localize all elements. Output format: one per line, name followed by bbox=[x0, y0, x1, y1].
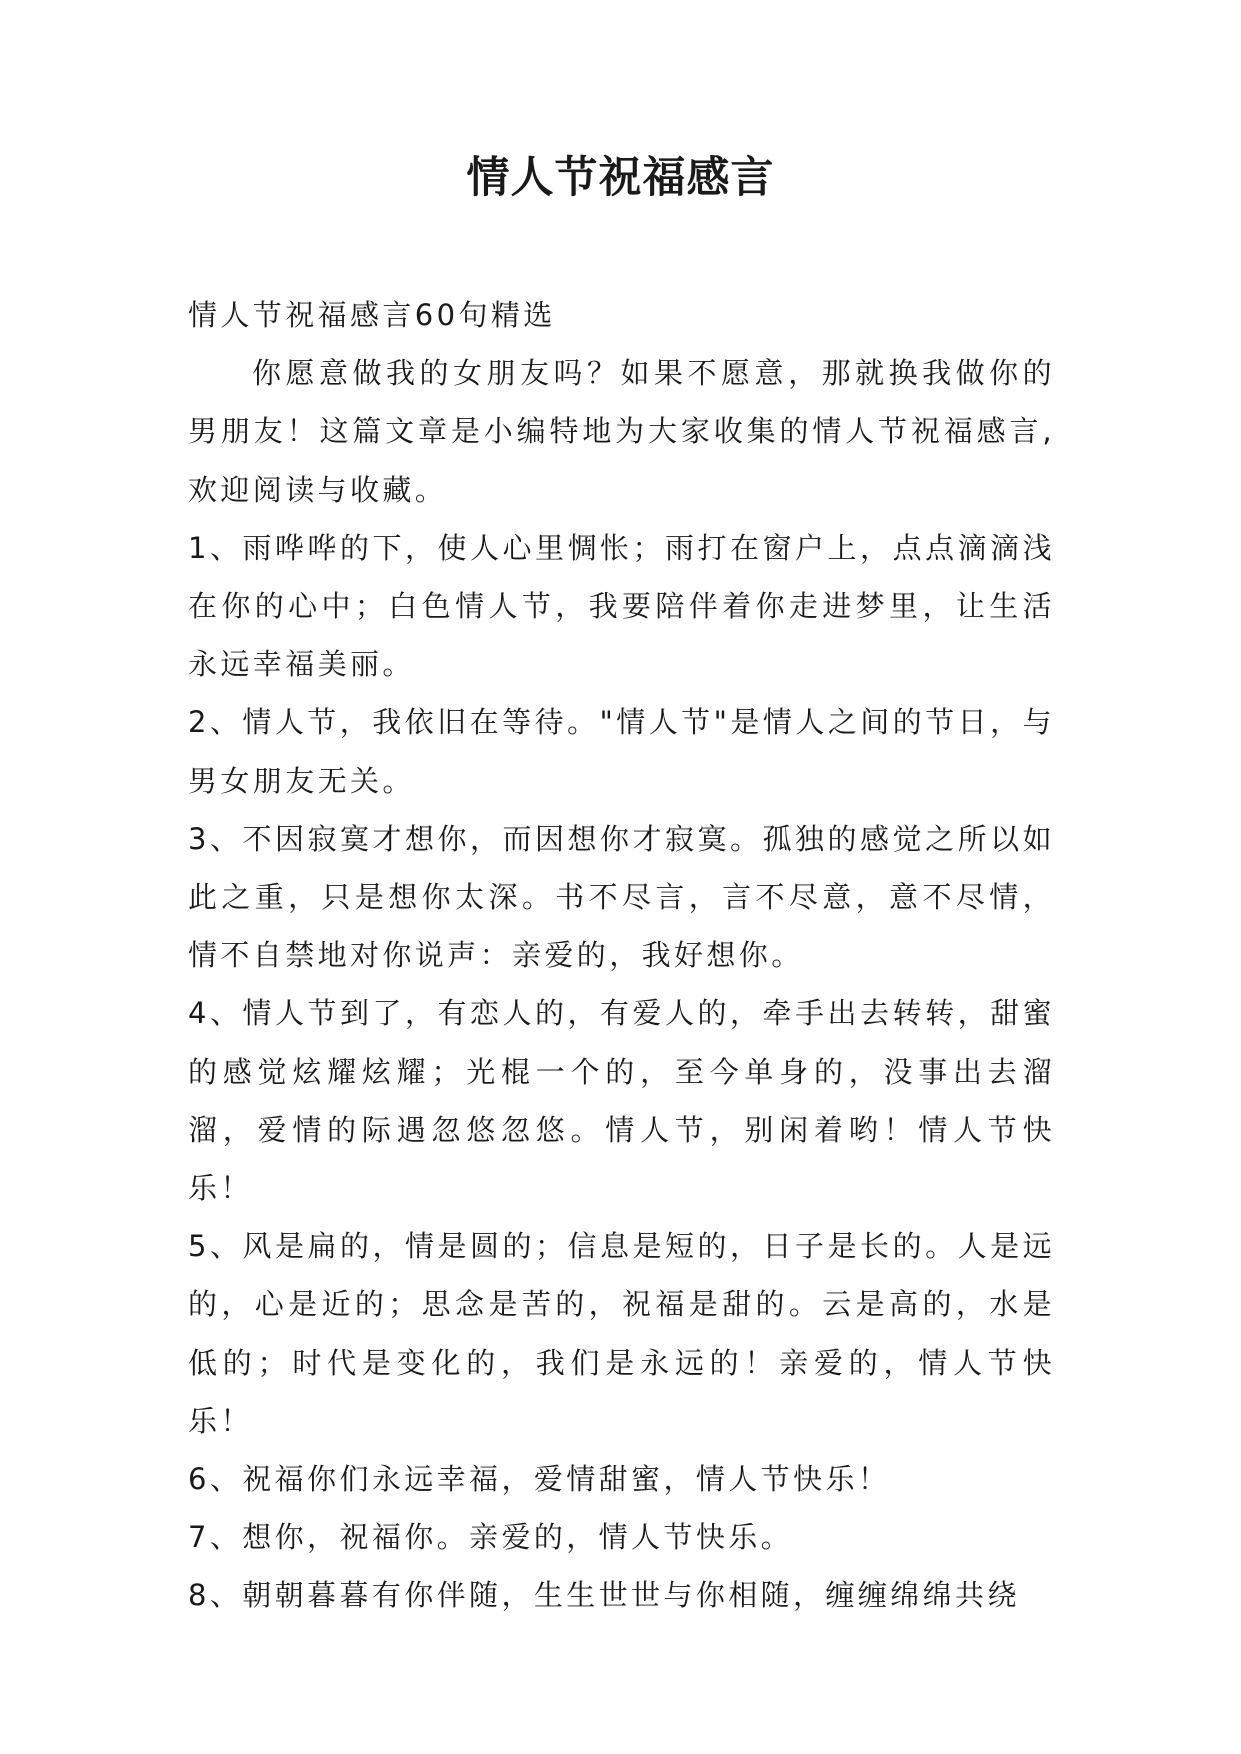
document-body bbox=[188, 286, 1055, 1625]
intro-paragraph: 你愿意做我的女朋友吗？如果不愿意，那就换我做你的男朋友！这篇文章是小编特地为大家收集的情人节祝福感言,欢迎阅读与收藏。 bbox=[188, 356, 1055, 507]
list-item: 6、祝福你们永远幸福，爱情甜蜜，情人节快乐！ bbox=[188, 1462, 891, 1497]
document-title: 情人节祝福感言 bbox=[466, 153, 775, 203]
list-item: 1、雨哗哗的下，使人心里惆怅；雨打在窗户上，点点滴滴浅在你的心中；白色情人节，我要陪伴着你走进梦里，让生活永远幸福美丽。 bbox=[188, 530, 1055, 682]
list-item: 7、想你，祝福你。亲爱的，情人节快乐。 bbox=[188, 1520, 794, 1555]
list-item: 3、不因寂寞才想你，而因想你才寂寞。孤独的感觉之所以如此之重，只是想你太深。书不尽言，言不尽意，意不尽情，情不自禁地对你说声：亲爱的，我好想你。 bbox=[188, 821, 1055, 973]
list-item: 8、朝朝暮暮有你伴随，生生世世与你相随，缠缠绵绵共绕 bbox=[188, 1578, 1020, 1613]
document-subtitle: 情人节祝福感言60句精选 bbox=[188, 298, 556, 332]
list-item: 2、情人节，我依旧在等待。"情人节"是情人之间的节日，与男女朋友无关。 bbox=[188, 705, 1055, 798]
list-item: 5、风是扁的，情是圆的；信息是短的，日子是长的。人是远的，心是近的；思念是苦的，祝福是甜的。云是高的，水是低的；时代是变化的，我们是永远的！亲爱的，情人节快乐！ bbox=[188, 1229, 1055, 1438]
list-item: 4、情人节到了，有恋人的，有爱人的，牵手出去转转，甜蜜的感觉炫耀炫耀；光棍一个的，至今单身的，没事出去溜溜，爱情的际遇忽悠忽悠。情人节，别闲着哟！情人节快乐！ bbox=[188, 996, 1055, 1206]
